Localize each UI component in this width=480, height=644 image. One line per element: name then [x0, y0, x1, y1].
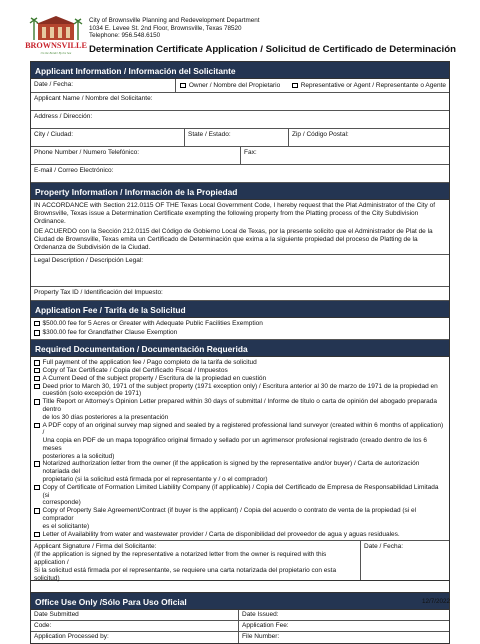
- signature-date-field[interactable]: Date / Fecha:: [364, 543, 404, 551]
- checkbox-icon: [34, 330, 40, 336]
- code-field[interactable]: Code:: [31, 621, 239, 631]
- date-label: Date / Fecha:: [34, 81, 74, 88]
- doc-item-fee-payment[interactable]: Full payment of the application fee / Pago completo de la tarifa de solicitud: [31, 359, 449, 367]
- owner-checkbox[interactable]: Owner / Nombre del Propietario: [180, 82, 280, 90]
- fax-field[interactable]: Fax:: [244, 149, 257, 156]
- fee-section-header: Application Fee / Tarifa de la Solicitud: [31, 301, 449, 318]
- organization-info: [89, 17, 259, 40]
- doc-item-title-report[interactable]: Title Report or Attorney's Opinion Letter prepared within 30 days of submittal / Informe de título o carta de opinión del abogado preparada dentro de los 30 días posteriores a la presentación: [31, 398, 449, 421]
- date-submitted-field[interactable]: Date Submitted: [31, 610, 239, 620]
- file-number-field[interactable]: File Number:: [242, 633, 280, 641]
- applicant-signature-field[interactable]: Applicant Signature / Firma del Solicitante: (If the application is signed by the representative a notarized letter from the owner is required with this application / Si la solicitud está firmada por el representante, se requiere una carta notarizada del propietario con esta solicitud): [31, 541, 361, 580]
- city-field[interactable]: City / Ciudad:: [31, 129, 185, 146]
- doc-item-llc-certificate[interactable]: Copy of Certificate of Formation Limited Liability Company (if applicable) / Copia del Certificado de Empresa de Responsabilidad Limitada (si corresponde): [31, 484, 449, 507]
- applicant-section-header: Applicant Information / Información del Solicitante: [31, 62, 449, 79]
- zip-field[interactable]: Zip / Código Postal:: [292, 131, 349, 138]
- office-use-section-header: Office Use Only /Sólo Para Uso Oficial: [31, 593, 449, 610]
- checkbox-icon: [34, 508, 40, 514]
- property-section-header: Property Information / Información de la Propiedad: [31, 183, 449, 200]
- doc-item-authorization-letter[interactable]: Notarized authorization letter from the owner (if the application is signed by the representative and/or buyer) / Carta de autorización notariada del propietario (si la solicitud está firmada por el representante y / o el comprador): [31, 460, 449, 483]
- revision-date: 12/7/2022: [421, 598, 450, 605]
- documentation-checklist: [31, 357, 449, 541]
- checkbox-icon: [34, 399, 40, 405]
- date-field[interactable]: [31, 79, 176, 92]
- checkbox-icon: [34, 485, 40, 491]
- brownsville-logo: [25, 14, 87, 56]
- processed-by-field[interactable]: Application Processed by:: [31, 632, 239, 643]
- checkbox-icon: [34, 360, 40, 366]
- documentation-section-header: Required Documentation / Documentación Requerida: [31, 340, 449, 357]
- address-field[interactable]: Address / Dirección:: [34, 113, 93, 120]
- property-tax-id-field[interactable]: Property Tax ID / Identificación del Impuesto:: [34, 288, 163, 296]
- doc-item-tax-certificate[interactable]: Copy of Tax Certificate / Copia del Certificado Fiscal / Impuestos: [31, 367, 449, 375]
- application-form: [30, 61, 450, 644]
- doc-item-survey-map[interactable]: A PDF copy of an original survey map signed and sealed by a registered professional land surveyor (created within 6 months of application) / Una copia en PDF de un mapa topográfico original firmado y sellado por un agrimensor profesional registrado (creado dentro de los 6 meses posteriores a la solicitud): [31, 422, 449, 461]
- date-issued-field[interactable]: Date Issued:: [242, 611, 279, 619]
- logo-wordmark: BROWNSVILLE: [25, 41, 87, 50]
- applicant-name-field[interactable]: Applicant Name / Nombre del Solicitante:: [34, 95, 153, 102]
- form-title: Determination Certificate Application / Solicitud de Certificado de Determinación: [89, 44, 456, 55]
- checkbox-icon: [34, 384, 40, 390]
- org-address: 1034 E. Levee St. 2nd Floor, Brownsville, Texas 78520: [89, 24, 242, 32]
- state-field[interactable]: State / Estado:: [185, 129, 289, 146]
- fee-option-500[interactable]: $500.00 fee for 5 Acres or Greater with Adequate Public Facilities Exemption: [31, 319, 449, 329]
- doc-item-sale-agreement[interactable]: Copy of Property Sale Agreement/Contract (if buyer is the applicant) / Copia del acuerdo o contrato de venta de la propiedad (si el comprador es el solicitante): [31, 507, 449, 530]
- checkbox-icon: [34, 423, 40, 429]
- checkbox-icon: [34, 321, 40, 327]
- doc-item-1971-deed[interactable]: Deed prior to March 30, 1971 of the subject property (1971 exception only) / Escritura anterior al 30 de marzo de 1971 de la propiedad en cuestión (solo excepción de 1971): [31, 383, 449, 399]
- legal-description-field[interactable]: Legal Description / Descripción Legal:: [34, 256, 144, 264]
- checkbox-icon: [34, 532, 40, 538]
- checkbox-icon: [34, 368, 40, 374]
- email-field[interactable]: E-mail / Correo Electrónico:: [34, 167, 114, 174]
- fee-option-300[interactable]: $300.00 fee for Grandfather Clause Exemption: [31, 328, 449, 338]
- doc-item-current-deed[interactable]: A Current Deed of the subject property / Escritura de la propiedad en cuestión: [31, 375, 449, 383]
- request-statement-english: IN ACCORDANCE with Section 212.0115 OF THE Texas Local Government Code, I hereby request that the Plat Administrator of the City of Brownsville, Texas issue a Determination Certificate exempting the following property from the Platting process of the City Subdivision Ordinance.: [34, 202, 436, 225]
- phone-field[interactable]: Phone Number / Numero Telefónico:: [31, 147, 241, 164]
- checkbox-icon: [180, 83, 186, 89]
- request-statement-spanish: DE ACUERDO con la Sección 212.0115 del Código de Gobierno Local de Texas, por la presente solicito que el Administrador de Plat de la Ciudad de Brownsville, Texas emita un Certificado de Determinación que exima a la siguiente propiedad del proceso de Platting de la Ordenanza de Subdivisión de la Ciudad.: [31, 228, 449, 255]
- checkbox-icon: [292, 83, 298, 89]
- fee-options: [31, 318, 449, 341]
- org-telephone: Telephone: 956.548.6150: [89, 32, 161, 40]
- checkbox-icon: [34, 461, 40, 467]
- doc-item-availability-letter[interactable]: Letter of Availability from water and wastewater provider / Carta de disponibilidad del proveedor de agua y aguas residuales.: [31, 531, 449, 539]
- application-fee-field[interactable]: Application Fee:: [242, 622, 289, 630]
- logo-tagline: On the Border By the Sea: [40, 51, 72, 55]
- org-name: City of Brownsville Planning and Redevelopment Department: [89, 17, 260, 24]
- checkbox-icon: [34, 376, 40, 382]
- agent-checkbox[interactable]: Representative or Agent / Representante o Agente: [292, 82, 446, 90]
